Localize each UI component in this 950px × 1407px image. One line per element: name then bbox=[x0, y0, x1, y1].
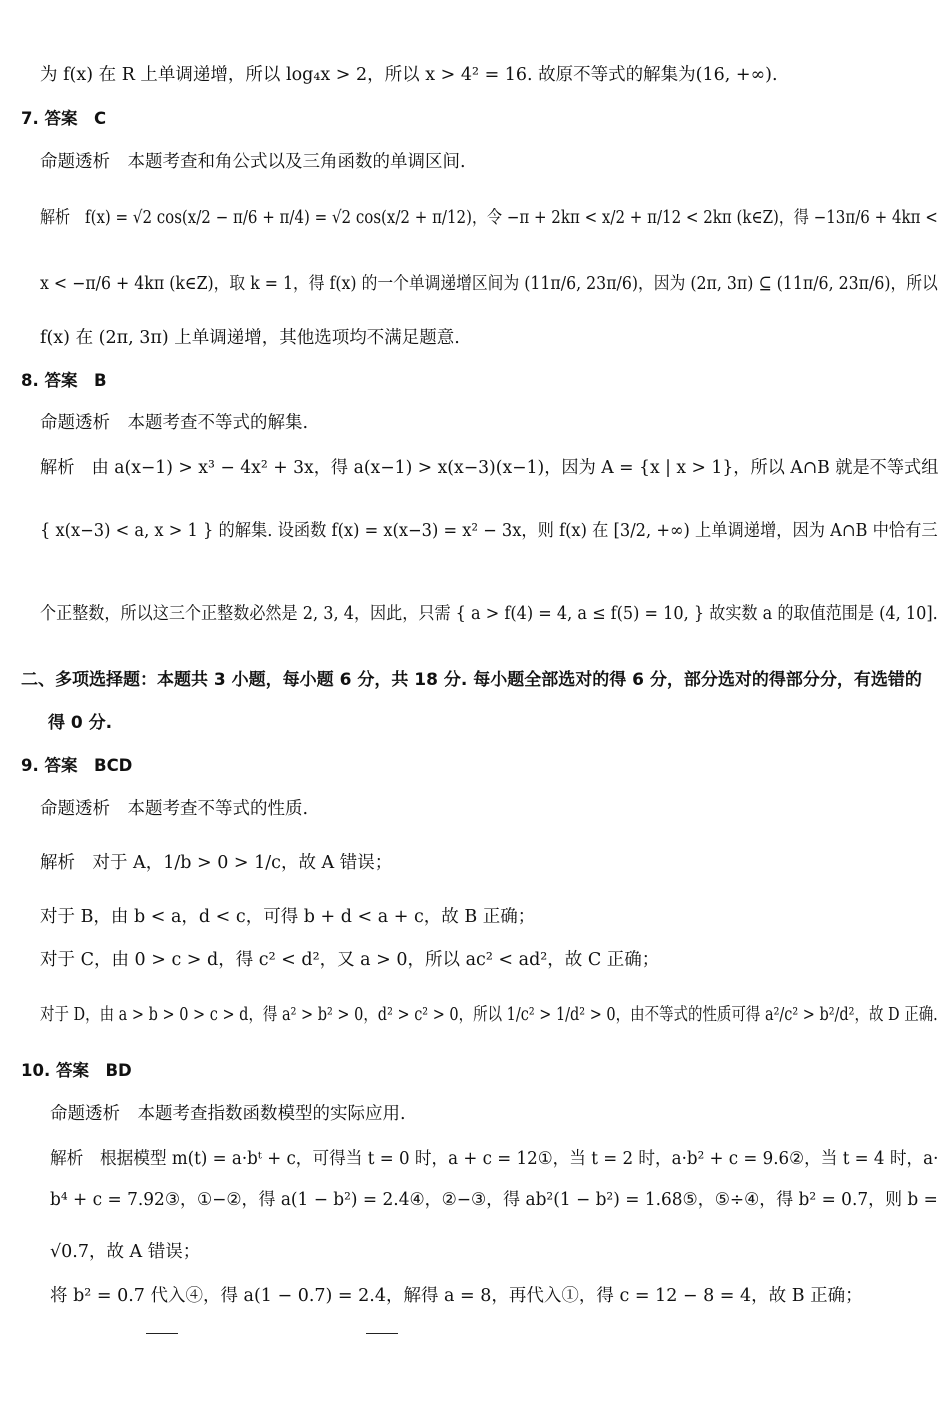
answer-heading: 10. 答案 BD bbox=[21, 1061, 132, 1080]
text-line: { x(x−3) < a, x > 1 } 的解集. 设函数 f(x) = x(x−3) = x² − 3x，则 f(x) 在 [3/2, +∞) 上单调递增，因为 A∩B 中恰有三 bbox=[40, 521, 938, 541]
answer-heading: 7. 答案 C bbox=[21, 109, 107, 128]
answer-heading: 8. 答案 B bbox=[21, 371, 107, 390]
text-line: b⁴ + c = 7.92③，①−②，得 a(1 − b²) = 2.4④，②−③，得 ab²(1 − b²) = 1.68⑤，⑤÷④，得 b² = 0.7，则 b = bbox=[50, 1190, 938, 1210]
text-line: f(x) 在 (2π, 3π) 上单调递增，其他选项均不满足题意. bbox=[40, 328, 460, 348]
analysis-line: 解析 对于 A，1/b > 0 > 1/c，故 A 错误； bbox=[40, 853, 393, 873]
topic-line: 命题透析 本题考查和角公式以及三角函数的单调区间. bbox=[40, 152, 466, 172]
section-heading: 二、多项选择题：本题共 3 小题，每小题 6 分，共 18 分. 每小题全部选对的得 6 分，部分选对的得部分分，有选错的 bbox=[21, 670, 922, 690]
analysis-line: 解析 f(x) = √2 cos(x/2 − π/6 + π/4) = √2 cos(x/2 + π/12)，令 −π + 2kπ < x/2 + π/12 < 2kπ (k∈Z)，得 −13π/6 + 4kπ < bbox=[40, 208, 938, 228]
answer-heading: 9. 答案 BCD bbox=[21, 756, 133, 775]
section-heading-cont: 得 0 分. bbox=[48, 713, 113, 733]
text-line: x < −π/6 + 4kπ (k∈Z)，取 k = 1，得 f(x) 的一个单调递增区间为 (11π/6, 23π/6)，因为 (2π, 3π) ⊆ (11π/6, 23π/6)，所以 bbox=[40, 274, 938, 294]
text-line: 对于 C，由 0 > c > d，得 c² < d²，又 a > 0，所以 ac² < ad²，故 C 正确； bbox=[40, 950, 660, 970]
cut-off-radical-bar bbox=[146, 1333, 178, 1334]
analysis-line: 解析 根据模型 m(t) = a·bᵗ + c，可得当 t = 0 时，a + c = 12①，当 t = 2 时，a·b² + c = 9.6②，当 t = 4 时，a· bbox=[50, 1149, 939, 1169]
text-line: 对于 D，由 a > b > 0 > c > d，得 a² > b² > 0，d² > c² > 0，所以 1/c² > 1/d² > 0，由不等式的性质可得 a²/c² > b²/d²，故 D 正确. bbox=[40, 1005, 938, 1025]
text-line: 个正整数，所以这三个正整数必然是 2, 3, 4，因此，只需 { a > f(4) = 4, a ≤ f(5) = 10, } 故实数 a 的取值范围是 (4, 10]. bbox=[40, 604, 938, 624]
text-line: 对于 B，由 b < a，d < c，可得 b + d < a + c，故 B 正确； bbox=[40, 907, 536, 927]
text-line: 为 f(x) 在 R 上单调递增，所以 log₄x > 2，所以 x > 4² = 16. 故原不等式的解集为(16, +∞). bbox=[40, 65, 778, 85]
topic-line: 命题透析 本题考查不等式的解集. bbox=[40, 413, 309, 433]
topic-line: 命题透析 本题考查不等式的性质. bbox=[40, 799, 309, 819]
topic-line: 命题透析 本题考查指数函数模型的实际应用. bbox=[50, 1104, 406, 1124]
analysis-line: 解析 由 a(x−1) > x³ − 4x² + 3x，得 a(x−1) > x(x−3)(x−1)，因为 A = {x | x > 1}，所以 A∩B 就是不等式组 bbox=[40, 458, 939, 478]
cut-off-radical-bar bbox=[366, 1333, 398, 1334]
text-line: 将 b² = 0.7 代入④，得 a(1 − 0.7) = 2.4，解得 a = 8，再代入①，得 c = 12 − 8 = 4，故 B 正确； bbox=[50, 1286, 863, 1306]
text-line: √0.7，故 A 错误； bbox=[50, 1242, 201, 1262]
